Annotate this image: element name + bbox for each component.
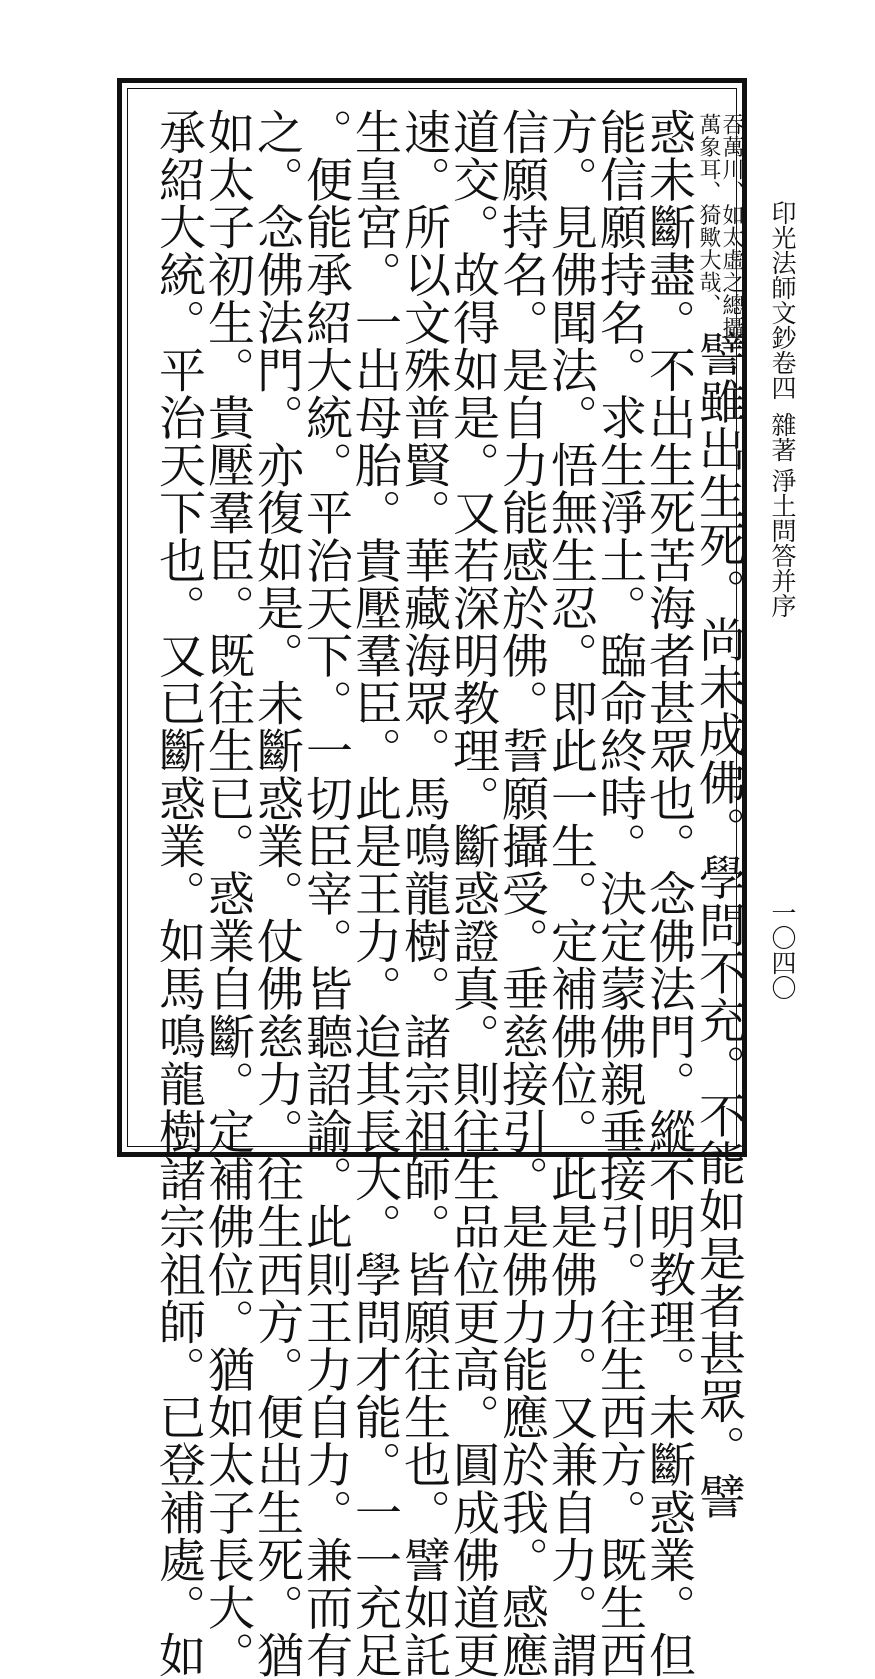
book-title: 印光法師文鈔卷四 [768,200,797,400]
article-title: 淨土問答并序 [768,468,797,618]
text-column-7: 速。所以文殊普賢。華藏海眾。馬鳴龍樹。諸宗祖師。皆願往生也。譬如託 [396,108,451,1679]
text-column-5: 信願持名。是自力能感於佛。誓願攝受。垂慈接引。是佛力能應於我。感應 [494,108,549,1679]
text-column-9: 。便能承紹大統。平治天下。一切臣宰。皆聽詔諭。此則王力自力。兼而有 [298,108,353,1679]
text-column-2: 惑未斷盡。不出生死苦海者甚眾也。念佛法門。縱不明教理。未斷惑業。但 [641,108,696,1679]
section-label: 雜著 [768,412,797,462]
text-column-1: 譬雖出生死。尚未成佛。學問不充。不能如是者甚眾。譬 [691,330,746,1520]
text-column-6: 道交。故得如是。又若深明教理。斷惑證真。則往生品位更高。圓成佛道更 [445,108,500,1679]
page-number: 一〇四〇 [768,900,797,1000]
text-column-4: 方。見佛聞法。悟無生忍。即此一生。定補佛位。此是佛力。又兼自力。謂 [543,108,598,1679]
text-column-12: 承紹大統。平治天下也。又已斷惑業。如馬鳴龍樹諸宗祖師。已登補處。如 [151,108,206,1679]
text-column-11: 如太子初生。貴壓羣臣。既往生已。惑業自斷。定補佛位。猶如太子長大。 [200,108,255,1679]
text-column-8: 生皇宮。一出母胎。貴壓羣臣。此是王力。迨其長大。學問才能。一一充足 [347,108,402,1679]
running-header [768,200,800,618]
text-column-10: 之。念佛法門。亦復如是。未斷惑業。仗佛慈力。往生西方。便出生死。猶 [249,108,304,1679]
note-column-2: 萬象耳、猗歟大哉、 [696,113,721,317]
text-column-3: 能信願持名。求生淨土。臨命終時。決定蒙佛親垂接引。往生西方。既生西 [592,108,647,1679]
note-column-1: 吞萬川、如太虛之總攝 [719,113,744,339]
